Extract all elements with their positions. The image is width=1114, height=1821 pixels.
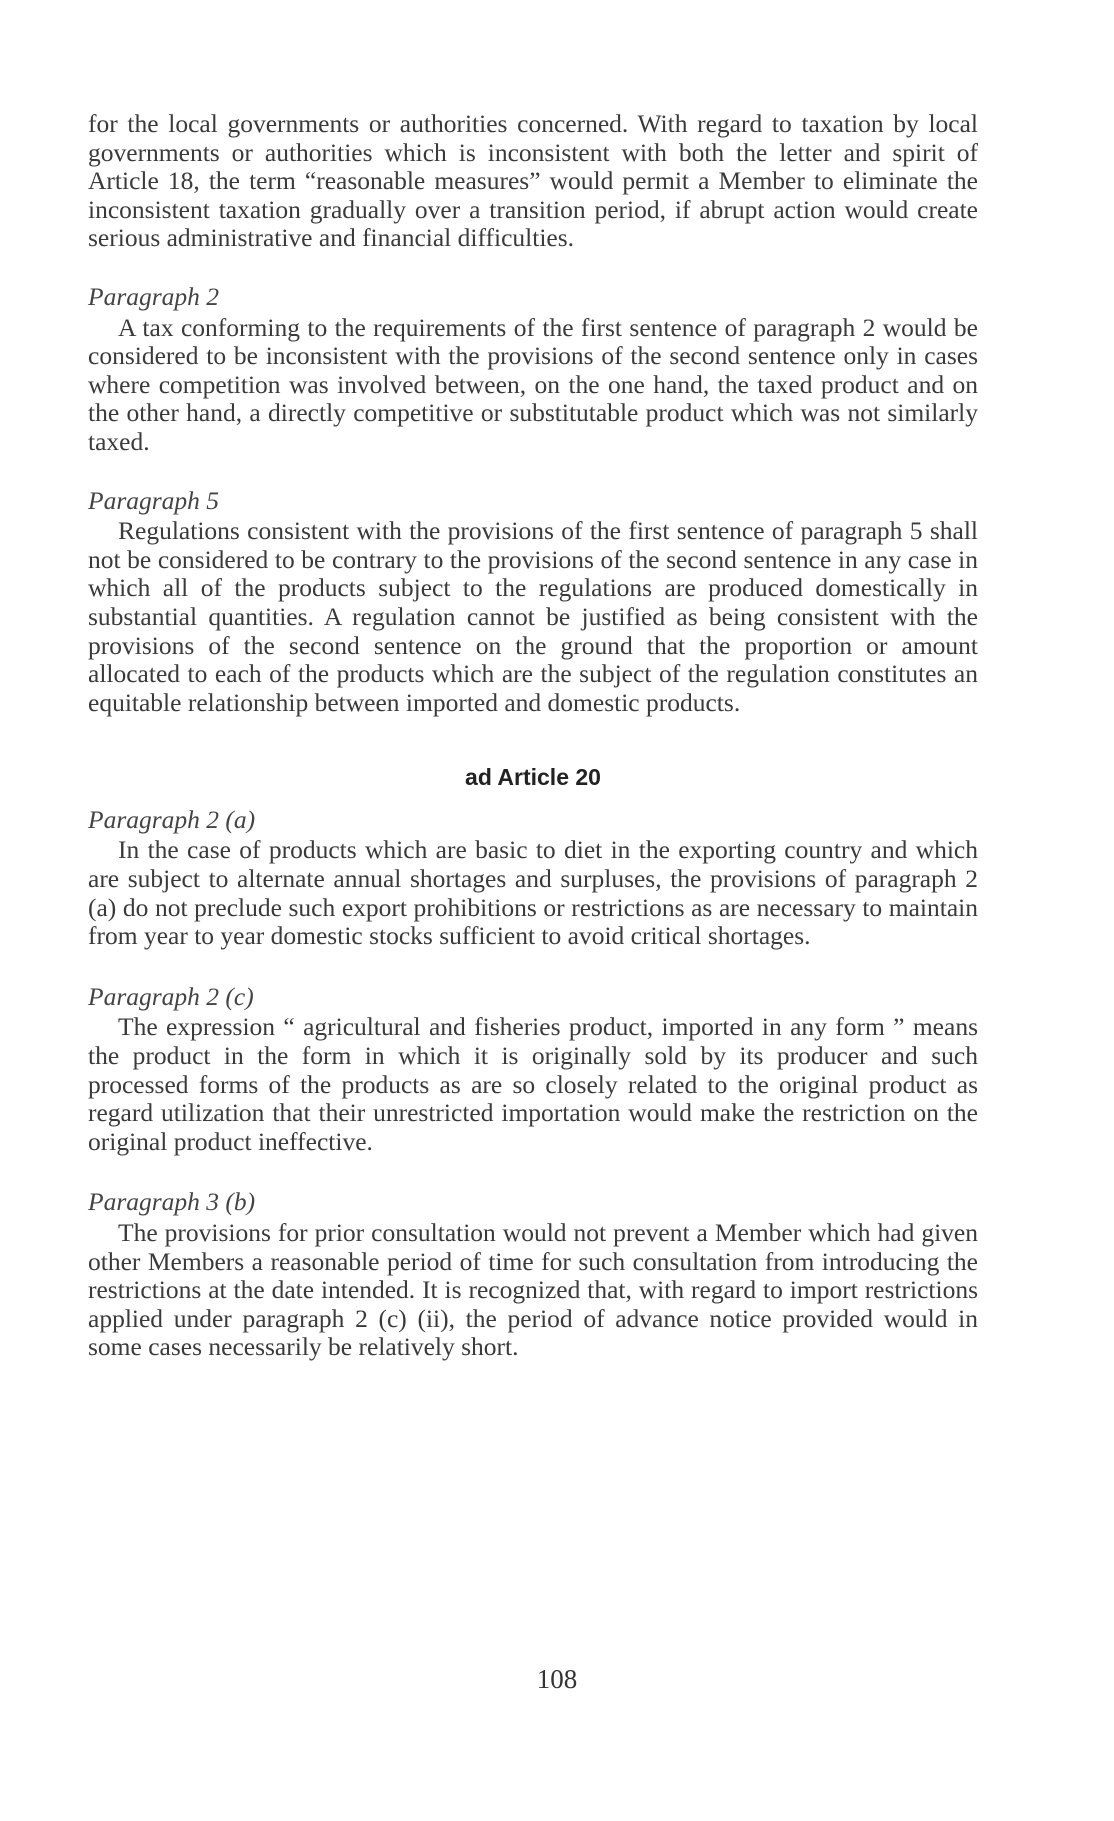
section-text-paragraph-2: A tax conforming to the requirements of the first sentence of paragraph 2 would be considered to be inconsistent with the provisions of the second sentence only in cases where competition was involved between, on the one hand, the taxed product and on the other hand, a directly competitive or substitutable product which was not similarly taxed.: [88, 312, 978, 456]
section-heading-paragraph-2: Paragraph 2: [88, 281, 220, 311]
intro-paragraph: for the local governments or authorities concerned. With regard to taxation by local governments or authorities which is inconsistent with both the letter and spirit of Article 18, the term “reasonable measures” would permit a Member to eliminate the inconsistent taxation gradually over a transition period, if abrupt action would create serious administrative and financial difficulties.: [88, 109, 978, 253]
section-heading-paragraph-2c: Paragraph 2 (c): [88, 981, 254, 1011]
section-heading-paragraph-2a: Paragraph 2 (a): [88, 804, 256, 834]
article-heading: ad Article 20: [465, 764, 601, 791]
section-text-paragraph-3b: The provisions for prior consultation would not prevent a Member which had given other Members a reasonable period of time for such consultation from introducing the restrictions at the date intended. It is recognized that, with regard to import restrictions applied under paragraph 2 (c) (ii), the period of advance notice provided would in some cases necessarily be relatively short.: [88, 1218, 978, 1362]
section-heading-paragraph-5: Paragraph 5: [88, 485, 220, 515]
section-heading-paragraph-3b: Paragraph 3 (b): [88, 1187, 256, 1217]
document-page: [88, 110, 978, 1362]
section-text-paragraph-2a: In the case of products which are basic to diet in the exporting country and which are subject to alternate annual shortages and surpluses, the provisions of paragraph 2 (a) do not preclude such export prohibitions or restrictions as are necessary to maintain from year to year domestic stocks sufficient to avoid critical shortages.: [88, 835, 978, 951]
section-text-paragraph-2c: The expression “ agricultural and fisheries product, imported in any form ” means the product in the form in which it is originally sold by its producer and such processed forms of the products as are so closely related to the original product as regard utilization that their unrestricted importation would make the restriction on the original product ineffective.: [88, 1012, 978, 1156]
page-number: 108: [536, 1664, 578, 1694]
section-text-paragraph-5: Regulations consistent with the provisions of the first sentence of paragraph 5 shall not be considered to be contrary to the provisions of the second sentence in any case in which all of the products subject to the regulations are produced domestically in substantial quantities. A regulation cannot be justified as being consistent with the provisions of the second sentence on the ground that the proportion or amount allocated to each of the products which are the subject of the regulation constitutes an equitable relationship between imported and domestic products.: [88, 516, 978, 717]
